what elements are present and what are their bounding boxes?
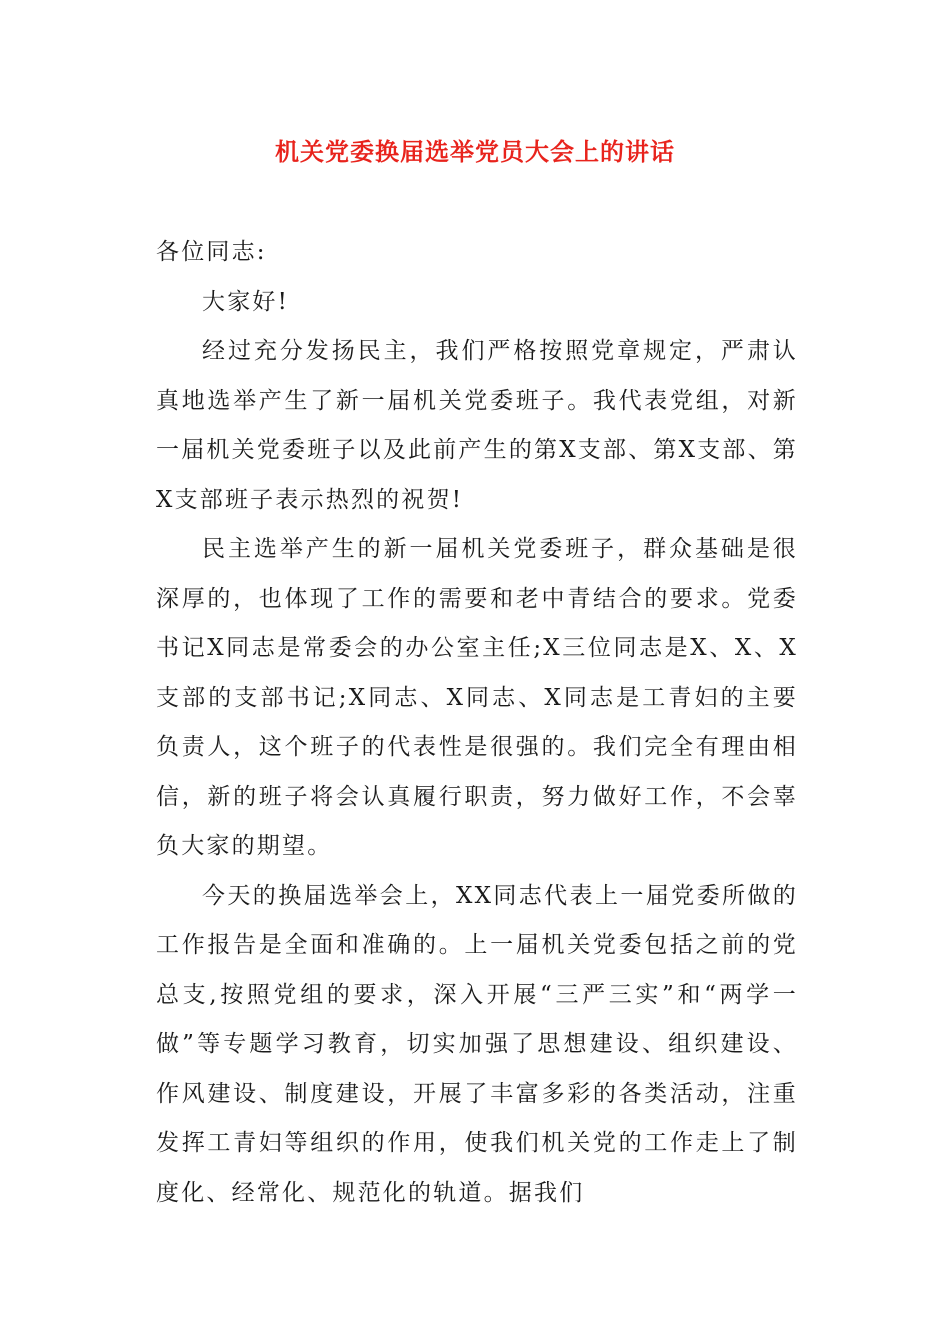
paragraph-report: 今天的换届选举会上，XX同志代表上一届党委所做的工作报告是全面和准确的。上一届机关党委包括之前的党总支,按照党组的要求，深入开展“三严三实”和“两学一做”等专题学习教育，切实加强了思想建设、组织建设、作风建设、制度建设，开展了丰富多彩的各类活动，注重发挥工青妇等组织的作用，使我们机关党的工作走上了制度化、经常化、规范化的轨道。据我们: [156, 882, 798, 1206]
paragraph-committee: 民主选举产生的新一届机关党委班子，群众基础是很深厚的，也体现了工作的需要和老中青结合的要求。党委书记X同志是常委会的办公室主任;X三位同志是X、X、X支部的支部书记;X同志、X同志、X同志是工青妇的主要负责人，这个班子的代表性是很强的。我们完全有理由相信，新的班子将会认真履行职责，努力做好工作，不会辜负大家的期望。: [156, 536, 798, 859]
paragraph-election: 经过充分发扬民主，我们严格按照党章规定，严肃认真地选举产生了新一届机关党委班子。我代表党组，对新一届机关党委班子以及此前产生的第X支部、第X支部、第X支部班子表示热烈的祝贺!: [156, 338, 798, 513]
salutation: 各位同志:: [156, 239, 267, 265]
document-body: [156, 228, 798, 1218]
paragraph-greeting: 大家好!: [202, 288, 290, 315]
document-title: 机关党委换届选举党员大会上的讲话: [275, 137, 675, 166]
